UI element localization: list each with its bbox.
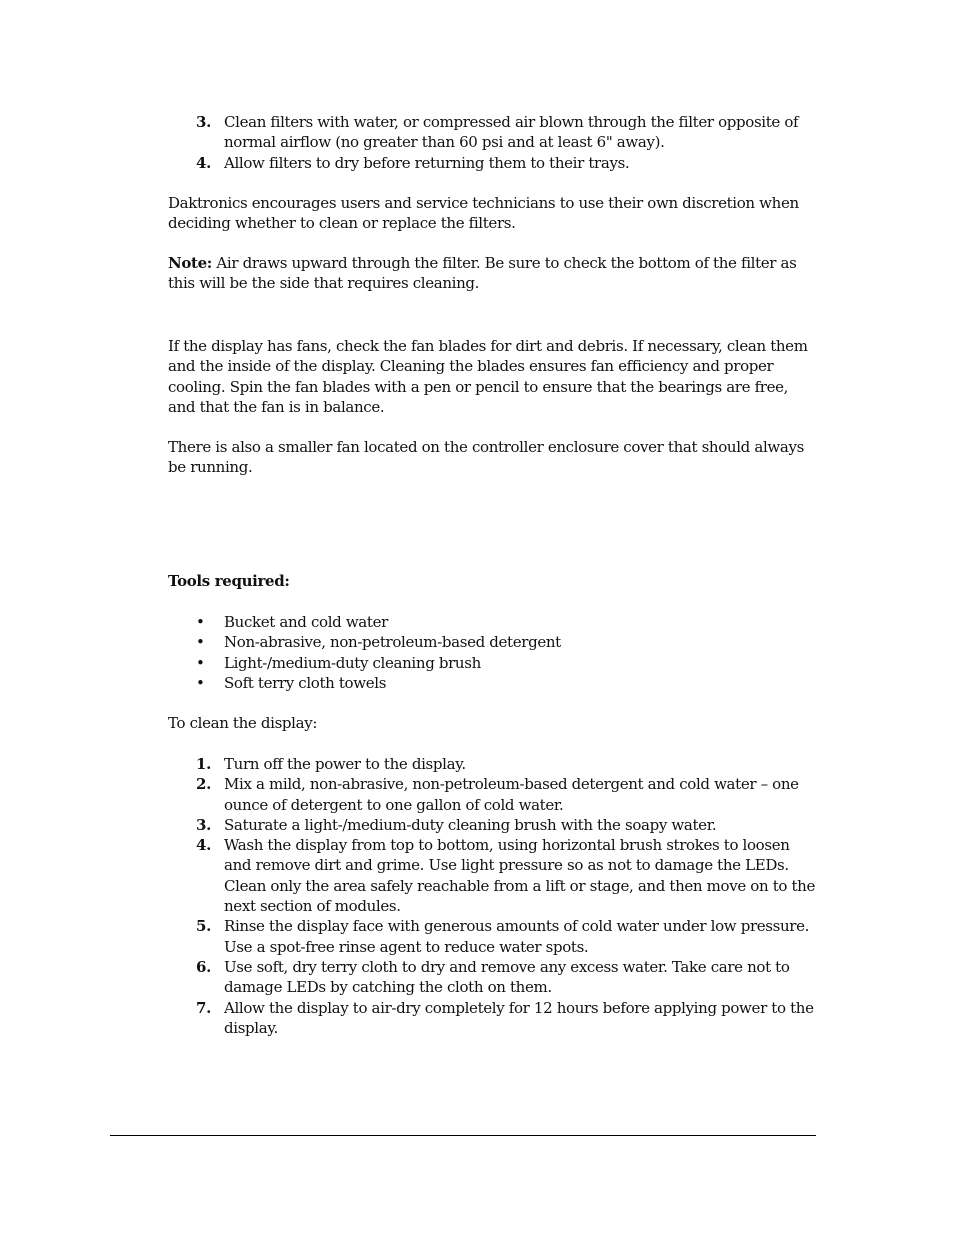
fans-paragraph: If the display has fans, check the fan blades for dirt and debris. If necessary, clean them and the inside of the display. Cleaning the blades ensures fan efficiency and proper cooling. Spin the fan blades with a pen or pencil to ensure that the bearings are free, and that the fan is in balance. [168, 337, 808, 416]
tool-text: Non-abrasive, non-petroleum-based detergent [224, 633, 561, 652]
list-item [168, 835, 818, 916]
list-item [168, 632, 818, 652]
step-text: Turn off the power to the display. [224, 755, 466, 773]
step-number: 4. [196, 153, 211, 172]
list-item [168, 754, 818, 774]
step-number: 3. [196, 815, 211, 834]
list-item [168, 916, 818, 957]
discretion-paragraph-block [168, 193, 818, 234]
step-text: Wash the display from top to bottom, using horizontal brush strokes to loosen and remove dirt and grime. Use light pressure so as not to damage the LEDs. Clean only the area safely reachable from a lift or stage, and then move on to the next section of modules. [224, 836, 815, 916]
list-item [168, 998, 818, 1039]
filter-steps-list [168, 112, 818, 173]
bullet-icon: • [196, 673, 205, 692]
step-text: Clean filters with water, or compressed air blown through the filter opposite of normal airflow (no greater than 60 psi and at least 6" away). [224, 113, 799, 152]
fans-paragraph-block [168, 336, 818, 417]
step-text: Saturate a light-/medium-duty cleaning brush with the soapy water. [224, 815, 717, 834]
note-block [168, 253, 818, 294]
note-label: Note: [168, 254, 212, 272]
step-number: 2. [196, 775, 211, 794]
clean-intro-block [168, 713, 818, 733]
small-fan-paragraph: There is also a smaller fan located on the controller enclosure cover that should always be running. [168, 438, 804, 477]
tools-heading-block [168, 571, 818, 591]
clean-intro: To clean the display: [168, 714, 318, 732]
note-text: Air draws upward through the filter. Be sure to check the bottom of the filter as this will be the side that requires cleaning. [168, 254, 797, 293]
bullet-icon: • [196, 633, 205, 652]
tools-list-block [168, 612, 818, 693]
list-item [168, 153, 818, 173]
step-number: 3. [196, 113, 211, 131]
step-number: 7. [196, 998, 211, 1017]
tools-heading [168, 571, 818, 591]
filter-steps-block [168, 112, 818, 173]
step-number: 4. [196, 836, 211, 855]
step-text: Allow the display to air-dry completely for 12 hours before applying power to the display. [224, 998, 814, 1037]
tool-text: Light-/medium-duty cleaning brush [224, 653, 481, 672]
step-text: Rinse the display face with generous amounts of cold water under low pressure. Use a spot-free rinse agent to reduce water spots. [224, 917, 810, 956]
bullet-icon: • [196, 613, 205, 631]
list-item [168, 957, 818, 998]
clean-steps-list [168, 754, 818, 1038]
discretion-paragraph: Daktronics encourages users and service technicians to use their own discretion when deciding whether to clean or replace the filters. [168, 194, 799, 233]
list-item [168, 774, 818, 815]
list-item [168, 612, 818, 632]
small-fan-paragraph-block [168, 437, 818, 478]
tools-list [168, 612, 818, 693]
step-number: 5. [196, 917, 211, 936]
tools-heading-text: Tools required: [168, 572, 290, 590]
list-item [168, 653, 818, 673]
list-item [168, 112, 818, 153]
footer-divider [110, 1135, 816, 1136]
step-text: Mix a mild, non-abrasive, non-petroleum-based detergent and cold water – one ounce of detergent to one gallon of cold water. [224, 775, 799, 814]
list-item [168, 815, 818, 835]
step-number: 1. [196, 755, 211, 773]
step-number: 6. [196, 957, 211, 976]
step-text: Use soft, dry terry cloth to dry and remove any excess water. Take care not to damage LEDs by catching the cloth on them. [224, 957, 790, 997]
note-paragraph [168, 253, 818, 294]
list-item [168, 673, 818, 693]
step-text: Allow filters to dry before returning them to their trays. [224, 153, 630, 172]
tool-text: Bucket and cold water [224, 613, 388, 631]
tool-text: Soft terry cloth towels [224, 673, 387, 692]
bullet-icon: • [196, 653, 205, 672]
clean-steps-block [168, 754, 818, 1038]
